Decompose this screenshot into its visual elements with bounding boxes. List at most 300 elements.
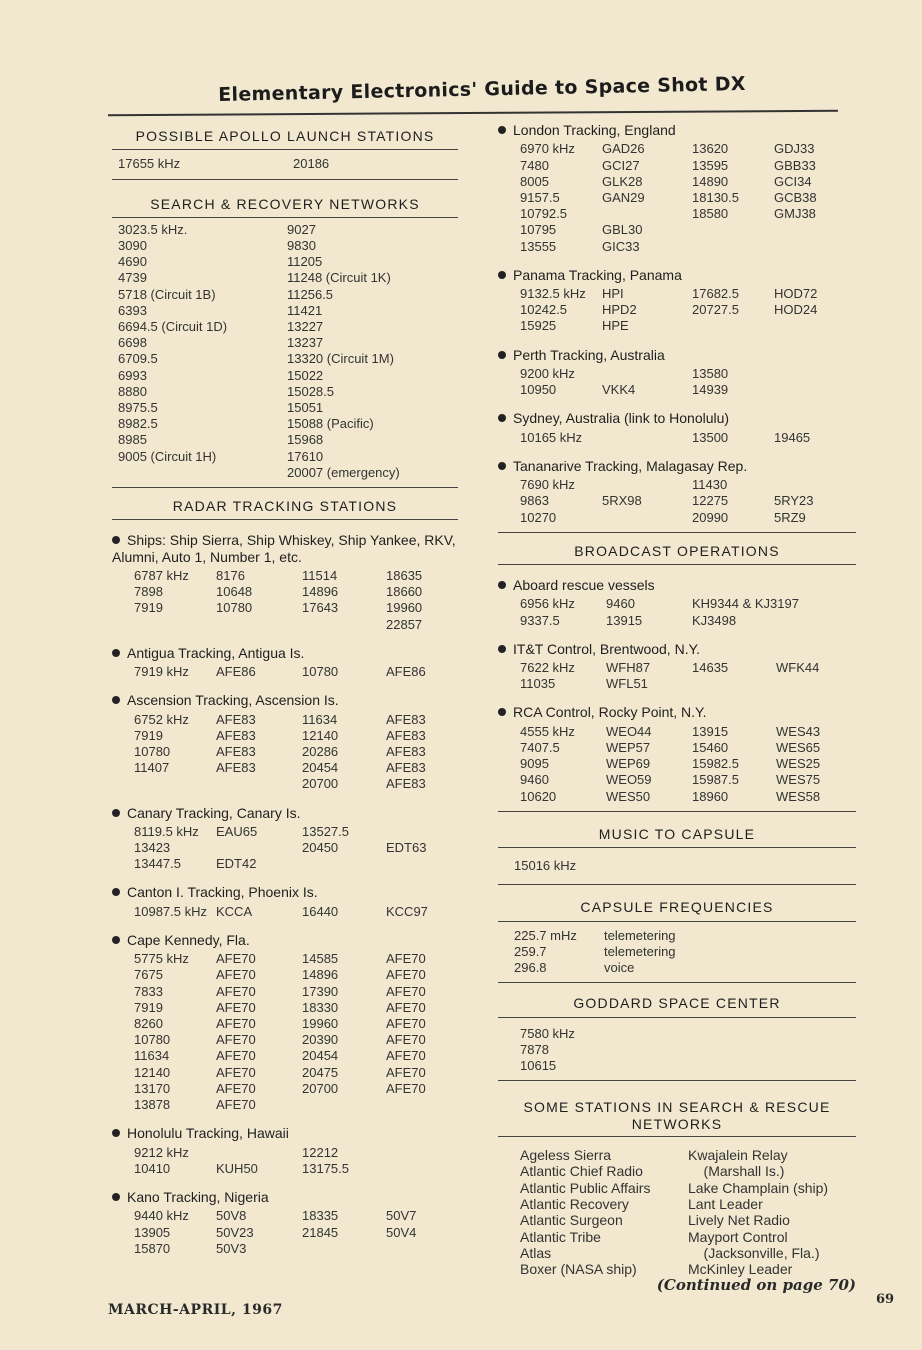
table-cell: 7919 kHz [134, 664, 189, 680]
table-cell: GAD26 [602, 141, 645, 157]
table-cell: AFE70 [216, 1097, 256, 1113]
table-cell: AFE70 [216, 1032, 256, 1048]
table-cell: 9337.5 [520, 612, 560, 628]
table-cell: 16440 [302, 903, 339, 919]
table-cell: AFE70 [386, 951, 426, 967]
table-cell: 10792.5 [520, 206, 567, 222]
table-cell: 20700 [302, 776, 339, 792]
table-cell: 20390 [302, 1032, 339, 1048]
table-cell: 18635 [386, 567, 423, 583]
capsule-table [514, 928, 856, 977]
table-cell [776, 596, 856, 612]
table-cell: 13447.5 [134, 856, 181, 872]
list-item: 15022 [287, 367, 324, 383]
list-item: 20007 (emergency) [287, 464, 400, 480]
right-sydney-table [520, 430, 856, 446]
table-cell: 14896 [302, 584, 339, 600]
table-cell: AFE83 [386, 743, 426, 759]
table-cell: WES58 [776, 788, 821, 804]
list-item: (Marshall Is.) [688, 1163, 785, 1180]
list-item: 3023.5 kHz. [118, 221, 188, 237]
table-cell: 9863 [520, 493, 549, 509]
table-cell [386, 1145, 466, 1161]
table-cell: 13915 [606, 612, 643, 628]
table-cell: AFE70 [386, 967, 426, 983]
section-divider [498, 532, 856, 533]
table-cell: 10165 kHz [520, 429, 583, 445]
table-cell: WFL51 [606, 676, 648, 692]
table-cell: 13595 [692, 157, 729, 173]
search-col2 [287, 222, 457, 481]
bullet-icon [498, 126, 506, 134]
table-cell: 17655 kHz [118, 156, 181, 172]
table-cell: GCI34 [774, 173, 812, 189]
table-cell: KCC97 [386, 903, 428, 919]
table-cell: 6787 kHz [134, 567, 189, 583]
table-cell [386, 1161, 466, 1177]
capsule-heading: CAPSULE FREQUENCIES [498, 895, 856, 921]
table-cell: 17682.5 [692, 286, 739, 302]
table-cell: 19960 [302, 1016, 339, 1032]
title-rule [108, 110, 838, 116]
table-cell: AFE83 [386, 727, 426, 743]
table-cell: 13905 [134, 1224, 171, 1240]
table-cell: 17390 [302, 983, 339, 999]
table-cell: 18660 [386, 584, 423, 600]
section-divider [498, 811, 856, 812]
table-cell: GDJ33 [774, 141, 815, 157]
table-cell: 20286 [302, 743, 339, 759]
table-cell: WEP57 [606, 739, 651, 755]
table-cell: 259.7 [514, 943, 547, 959]
right-sydney-name: Sydney, Australia (link to Honolulu) [513, 410, 730, 427]
table-cell: 11514 [302, 567, 338, 583]
radar-ascension-title [112, 692, 458, 708]
table-cell [776, 613, 856, 629]
table-cell: 17643 [302, 600, 339, 616]
list-item: 11248 (Circuit 1K) [287, 270, 391, 286]
apollo-heading: POSSIBLE APOLLO LAUNCH STATIONS [112, 124, 458, 150]
table-cell [774, 477, 854, 493]
table-cell: 20990 [692, 509, 729, 525]
table-cell: telemetering [604, 943, 676, 959]
table-cell: 20450 [302, 840, 339, 856]
table-cell: 13620 [692, 141, 729, 157]
list-item: 6698 [118, 335, 147, 351]
some-stations-heading-line2: NETWORKS [631, 1115, 723, 1132]
table-cell: GMJ38 [774, 206, 816, 222]
table-cell: 50V3 [216, 1240, 247, 1256]
table-cell [386, 1241, 466, 1257]
list-item: Boxer (NASA ship) [520, 1261, 637, 1278]
radar-honolulu-title [112, 1125, 458, 1141]
table-cell: 18960 [692, 788, 729, 804]
list-item: 3090 [118, 238, 147, 253]
table-cell [302, 856, 386, 872]
list-item: Kwajalein Relay [688, 1147, 788, 1164]
table-cell: 13423 [134, 840, 171, 856]
table-cell: AFE70 [386, 1016, 426, 1032]
table-cell: 225.7 mHz [514, 927, 577, 943]
radar-antigua-title [112, 645, 458, 661]
list-item: 9830 [287, 238, 316, 253]
right-panama-title [498, 267, 856, 283]
continued-note: (Continued on page 70) [656, 1276, 856, 1295]
music-heading: MUSIC TO CAPSULE [498, 822, 856, 848]
table-cell: WES75 [776, 772, 821, 788]
radar-kennedy-name: Cape Kennedy, Fla. [127, 931, 250, 948]
table-cell: 18130.5 [692, 189, 739, 205]
bullet-icon [498, 414, 506, 422]
table-cell: 6970 kHz [520, 141, 575, 157]
table-cell: 13175.5 [302, 1160, 349, 1176]
table-cell: 296.8 [514, 960, 547, 976]
table-cell: AFE83 [386, 776, 426, 792]
page-number: 69 [876, 1292, 895, 1307]
table-cell: AFE70 [216, 983, 256, 999]
table-cell: AFE83 [216, 727, 256, 743]
table-cell: 7675 [134, 967, 163, 983]
table-cell: EDT42 [216, 856, 257, 872]
table-cell: WEO59 [606, 772, 652, 788]
footer-date: MARCH-APRIL, 1967 [108, 1302, 283, 1318]
table-cell: 50V23 [216, 1224, 254, 1240]
list-item: 4739 [118, 270, 147, 286]
radar-canary-title [112, 805, 458, 821]
table-cell: 5775 kHz [134, 951, 189, 967]
list-item: 8985 [118, 432, 147, 448]
radar-ascension-name: Ascension Tracking, Ascension Is. [127, 692, 339, 709]
table-cell: 10242.5 [520, 302, 567, 318]
bullet-icon [112, 888, 120, 896]
radar-antigua-table [134, 664, 458, 680]
table-cell: 22857 [386, 616, 423, 632]
list-item: 6709.5 [118, 351, 158, 367]
table-cell: WES43 [776, 723, 821, 739]
table-cell: 10620 [520, 788, 557, 804]
table-cell: 11634 [134, 1048, 170, 1064]
table-cell [302, 1241, 386, 1257]
table-cell: 14635 [692, 660, 729, 676]
list-item: Atlantic Surgeon [520, 1212, 623, 1229]
table-cell: EAU65 [216, 823, 258, 839]
table-cell: 10780 [216, 600, 253, 616]
table-cell: 7407.5 [520, 739, 560, 755]
section-divider [498, 982, 856, 983]
table-cell [602, 206, 692, 222]
radar-canton-table [134, 904, 458, 920]
table-cell [216, 840, 302, 856]
right-london-title [498, 122, 856, 138]
table-cell: AFE83 [386, 711, 426, 727]
some-stations-heading [498, 1095, 856, 1134]
tracking-sections [498, 122, 856, 526]
radar-ships-table [134, 568, 458, 633]
table-cell: AFE70 [386, 999, 426, 1015]
right-london-name: London Tracking, England [513, 122, 676, 138]
table-cell: AFE86 [386, 664, 426, 680]
list-item: 8880 [118, 383, 147, 399]
table-cell: telemetering [604, 927, 676, 943]
list-item: Lively Net Radio [688, 1212, 790, 1229]
radar-sections [112, 532, 458, 1257]
right-tananarive-table [520, 477, 856, 526]
table-cell: GIC33 [602, 238, 640, 254]
table-cell: 7919 [134, 600, 163, 616]
list-item: 7878 [520, 1041, 549, 1057]
table-cell: 5RZ9 [774, 509, 806, 525]
goddard-heading: GODDARD SPACE CENTER [498, 991, 856, 1017]
list-item: Ageless Sierra [520, 1147, 612, 1164]
table-cell: 10780 [302, 664, 339, 680]
left-column [112, 124, 458, 1257]
table-cell: 11035 [520, 676, 556, 692]
table-cell: 15870 [134, 1240, 171, 1256]
table-cell [692, 676, 776, 692]
table-cell: 12140 [134, 1064, 171, 1080]
bullet-icon [498, 462, 506, 470]
table-cell: AFE86 [216, 664, 256, 680]
radar-ships-name: Ships: Ship Sierra, Ship Whiskey, Ship Yankee, RKV, Alumni, Auto 1, Number 1, etc. [112, 532, 456, 565]
table-cell [386, 824, 466, 840]
radar-ascension-table [134, 712, 458, 793]
table-cell: 50V4 [386, 1224, 417, 1240]
list-item: Atlantic Tribe [520, 1228, 601, 1245]
list-item: 13237 [287, 335, 324, 351]
some-stations-col2 [688, 1147, 878, 1277]
table-cell: WES50 [606, 788, 651, 804]
section-divider [498, 1080, 856, 1081]
table-cell: 20475 [302, 1064, 339, 1080]
list-item: Atlas [520, 1244, 552, 1261]
broadcast-rca-title [498, 704, 856, 720]
bullet-icon [112, 936, 120, 944]
radar-canton-title [112, 884, 458, 900]
table-cell: 20186 [293, 156, 330, 172]
table-cell: 9132.5 kHz [520, 286, 586, 302]
table-cell: 9212 kHz [134, 1144, 189, 1160]
table-cell: 5RY23 [774, 493, 814, 509]
bullet-icon [498, 708, 506, 716]
table-cell: WFH87 [606, 660, 651, 676]
list-item: Lake Champlain (ship) [688, 1179, 829, 1196]
table-cell: 7919 [134, 727, 163, 743]
table-cell: 8176 [216, 567, 245, 583]
list-item: 13320 (Circuit 1M) [287, 351, 394, 367]
bullet-icon [112, 536, 120, 544]
table-cell [602, 510, 692, 526]
table-cell: 15982.5 [692, 756, 739, 772]
radar-canton-name: Canton I. Tracking, Phoenix Is. [127, 884, 318, 901]
list-item: 4690 [118, 254, 147, 270]
table-cell: AFE83 [216, 711, 256, 727]
table-cell: AFE83 [216, 743, 256, 759]
table-cell [216, 776, 302, 792]
table-cell: 10780 [134, 743, 171, 759]
table-cell: 7622 kHz [520, 660, 575, 676]
table-cell: AFE70 [216, 951, 256, 967]
table-cell: 8119.5 kHz [134, 823, 199, 839]
table-cell: 13915 [692, 723, 729, 739]
radar-honolulu-table [134, 1145, 458, 1177]
table-cell: AFE83 [386, 760, 426, 776]
list-item: Mayport Control [688, 1228, 788, 1245]
table-cell: 14939 [692, 382, 729, 398]
table-cell: AFE70 [216, 967, 256, 983]
table-cell: AFE70 [216, 1064, 256, 1080]
right-column [498, 122, 856, 1294]
table-cell: 7480 [520, 157, 549, 173]
table-cell: 14890 [692, 173, 729, 189]
table-cell: 19465 [774, 429, 811, 445]
list-item: Atlantic Recovery [520, 1195, 629, 1212]
radar-antigua-name: Antigua Tracking, Antigua Is. [127, 644, 305, 661]
broadcast-rca-name: RCA Control, Rocky Point, N.Y. [513, 704, 707, 721]
right-london-table [520, 141, 856, 254]
table-cell: EDT63 [386, 840, 427, 856]
radar-kennedy-title [112, 932, 458, 948]
list-item: 17610 [287, 448, 324, 464]
broadcast-itt-title [498, 641, 856, 657]
table-cell: 10270 [520, 509, 557, 525]
table-cell [216, 617, 302, 633]
right-perth-table [520, 366, 856, 398]
table-cell: 5RX98 [602, 493, 642, 509]
list-item: Lant Leader [688, 1195, 763, 1212]
table-cell: 50V8 [216, 1208, 247, 1224]
table-cell: AFE70 [216, 1080, 256, 1096]
table-cell: 13878 [134, 1097, 171, 1113]
table-cell [386, 856, 466, 872]
table-cell: GBL30 [602, 222, 643, 238]
table-cell: AFE70 [386, 1032, 426, 1048]
table-cell [776, 676, 856, 692]
table-cell: GCB38 [774, 189, 817, 205]
table-cell: 18335 [302, 1208, 339, 1224]
table-cell: 7833 [134, 983, 163, 999]
broadcast-aboard-title [498, 577, 856, 593]
table-cell: 13555 [520, 238, 557, 254]
table-cell [134, 776, 216, 792]
table-cell: 11430 [692, 477, 728, 493]
table-cell [692, 239, 774, 255]
table-cell: 7898 [134, 584, 163, 600]
broadcast-rca-table [520, 724, 856, 805]
table-cell: 13170 [134, 1080, 171, 1096]
list-item: 6393 [118, 302, 147, 318]
table-cell [774, 239, 854, 255]
table-cell: 20727.5 [692, 302, 739, 318]
table-cell: 12212 [302, 1144, 339, 1160]
list-item: 5718 (Circuit 1B) [118, 286, 216, 302]
table-cell [602, 477, 692, 493]
right-panama-table [520, 286, 856, 335]
list-item: 11421 [287, 302, 323, 318]
list-item: 15088 (Pacific) [287, 416, 374, 432]
table-cell [774, 382, 854, 398]
table-cell [774, 222, 854, 238]
right-tananarive-name: Tananarive Tracking, Malagasay Rep. [513, 457, 748, 474]
table-cell [302, 617, 386, 633]
list-item: 6993 [118, 367, 147, 383]
table-cell: 15925 [520, 318, 557, 334]
list-item: 13227 [287, 319, 324, 335]
right-panama-name: Panama Tracking, Panama [513, 266, 682, 283]
table-cell: 7690 kHz [520, 477, 575, 493]
table-cell: AFE70 [386, 1048, 426, 1064]
table-cell: 12140 [302, 727, 339, 743]
music-frequency: 15016 kHz [514, 858, 577, 874]
table-cell: 11407 [134, 760, 170, 776]
radar-canary-name: Canary Tracking, Canary Is. [127, 804, 301, 821]
table-cell: AFE83 [216, 760, 256, 776]
table-cell: AFE70 [216, 1016, 256, 1032]
table-cell: HPE [602, 318, 629, 334]
table-cell: WES65 [776, 739, 821, 755]
list-item: 11256.5 [287, 286, 334, 302]
table-cell: 15987.5 [692, 772, 739, 788]
list-item: 15051 [287, 400, 324, 416]
table-cell: 12275 [692, 493, 729, 509]
bullet-icon [112, 1193, 120, 1201]
table-cell: 8005 [520, 173, 549, 189]
section-divider [112, 487, 458, 488]
radar-kano-table [134, 1208, 458, 1257]
radar-kano-name: Kano Tracking, Nigeria [127, 1189, 269, 1205]
section-divider [498, 884, 856, 885]
list-item: 10615 [520, 1058, 557, 1074]
table-cell: 15460 [692, 739, 729, 755]
table-cell [774, 366, 854, 382]
list-item: McKinley Leader [688, 1261, 793, 1278]
list-item: 7580 kHz [520, 1025, 575, 1041]
right-perth-name: Perth Tracking, Australia [513, 346, 665, 363]
bullet-icon [112, 809, 120, 817]
table-cell: HOD72 [774, 286, 818, 302]
table-cell: 10410 [134, 1160, 171, 1176]
list-item: 15028.5 [287, 383, 334, 399]
table-cell: voice [604, 960, 635, 976]
table-cell: GLK28 [602, 173, 643, 189]
right-perth-title [498, 347, 856, 363]
search-col1 [118, 222, 287, 481]
table-cell: 14896 [302, 967, 339, 983]
some-stations-col1 [520, 1147, 688, 1277]
table-cell: WEO44 [606, 723, 652, 739]
table-cell: 10987.5 kHz [134, 903, 207, 919]
apollo-table [118, 156, 458, 172]
table-cell [302, 1097, 386, 1113]
list-item: 9005 (Circuit 1H) [118, 448, 217, 464]
table-cell: 8260 [134, 1016, 163, 1032]
list-item: 8975.5 [118, 400, 158, 416]
table-cell: KUH50 [216, 1160, 258, 1176]
search-heading: SEARCH & RECOVERY NETWORKS [112, 192, 458, 218]
table-cell: 7919 [134, 999, 163, 1015]
table-cell: 20700 [302, 1080, 339, 1096]
table-cell: 9460 [520, 772, 549, 788]
table-cell: 10648 [216, 584, 253, 600]
radar-kennedy-table [134, 951, 458, 1113]
table-cell: 10780 [134, 1032, 171, 1048]
table-cell: 9095 [520, 756, 549, 772]
broadcast-itt-table [520, 660, 856, 692]
table-cell: GBB33 [774, 157, 816, 173]
broadcast-aboard-name: Aboard rescue vessels [513, 577, 655, 594]
section-divider [498, 1136, 856, 1137]
radar-canary-table [134, 824, 458, 873]
table-cell: KJ3498 [692, 612, 737, 628]
